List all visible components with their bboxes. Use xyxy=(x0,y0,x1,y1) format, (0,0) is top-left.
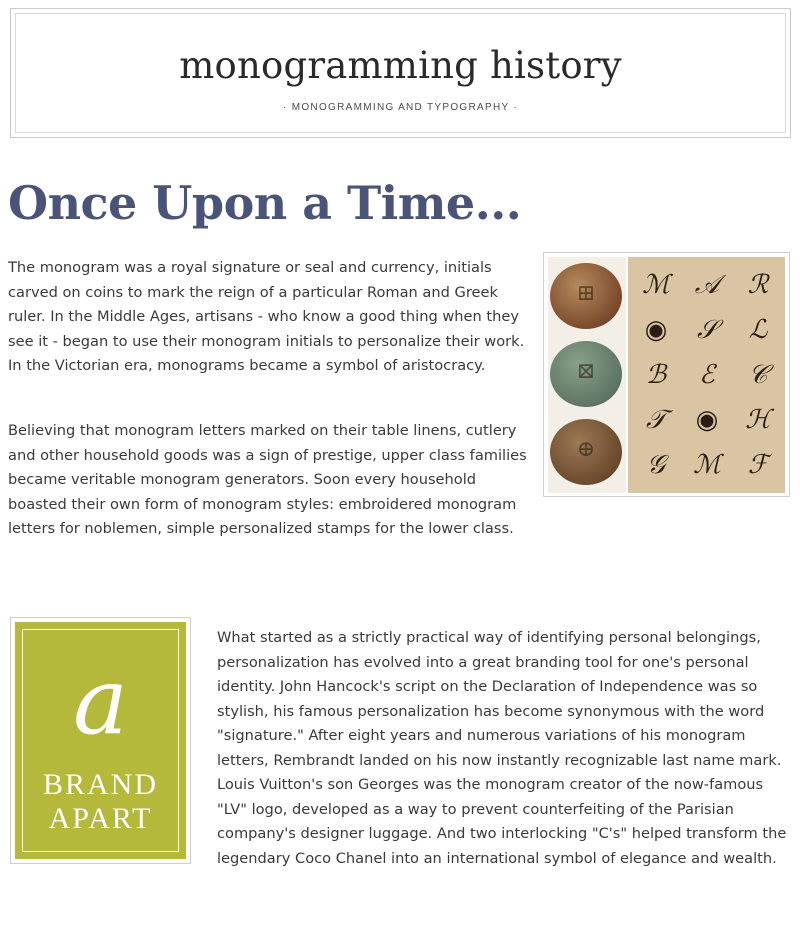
brand-apart-logo xyxy=(10,617,191,864)
brand-logo-border xyxy=(22,629,179,852)
article-headline: Once Upon a Time... xyxy=(8,176,522,230)
brand-word-1: BRAND xyxy=(42,768,158,801)
brand-word-2: APART xyxy=(48,802,153,835)
paragraph-household: Believing that monogram letters marked on their table linens, cutlery and other household goods was a sign of prestige, upper class families became veritable monogram generators. Soon every household boasted their own form of monogram styles: embroidered monogram letters for noblemen, simple personalized stamps for the lower class. xyxy=(8,422,527,537)
site-title[interactable]: monogramming history xyxy=(179,44,622,87)
paragraph-branding: What started as a strictly practical way of identifying personal belongings, personalization has evolved into a great branding tool for one's personal identity. John Hancock's script on the Declaration of Independence was so stylish, his famous personalization has become synonymous with the word "signature." After eight years and numerous variations of his monogram letters, Rembrandt landed on his now instantly recognizable last name mark. Louis Vuitton's son Georges was the monogram creator of the now-famous "LV" logo, developed as a way to prevent counterfeiting of the Parisian company's designer luggage. And two interlocking "C's" helped transform the legendary Coco Chanel into an international symbol of elegance and wealth. xyxy=(217,629,787,867)
victorian-monogram-plate: ℳ 𝒜 ℛ ◉ 𝒮 ℒ ℬ ℰ 𝒞 𝒯 ◉ ℋ 𝒢 ℳ ℱ xyxy=(628,257,785,493)
brand-logo-background xyxy=(15,622,186,859)
paragraph-coins: The monogram was a royal signature or seal and currency, initials carved on coins to mark the reign of a particular Roman and Greek ruler. In the Middle Ages, artisans - who know a good thing when they see it - began to use their monogram initials to personalize their work. In the Victorian era, monograms became a symbol of aristocracy. xyxy=(8,259,525,374)
green-coin: ⊠ xyxy=(550,341,622,407)
ancient-coins-image xyxy=(548,257,626,493)
brown-coin: ⊕ xyxy=(550,419,622,485)
bronze-coin: ⊞ xyxy=(550,263,622,329)
header-inner-frame xyxy=(15,13,786,133)
coins-and-monogram-plate-image xyxy=(543,252,790,497)
site-header xyxy=(10,8,791,138)
brand-monogram-letter: a xyxy=(73,648,128,755)
site-tagline: · MONOGRAMMING AND TYPOGRAPHY · xyxy=(283,102,518,113)
